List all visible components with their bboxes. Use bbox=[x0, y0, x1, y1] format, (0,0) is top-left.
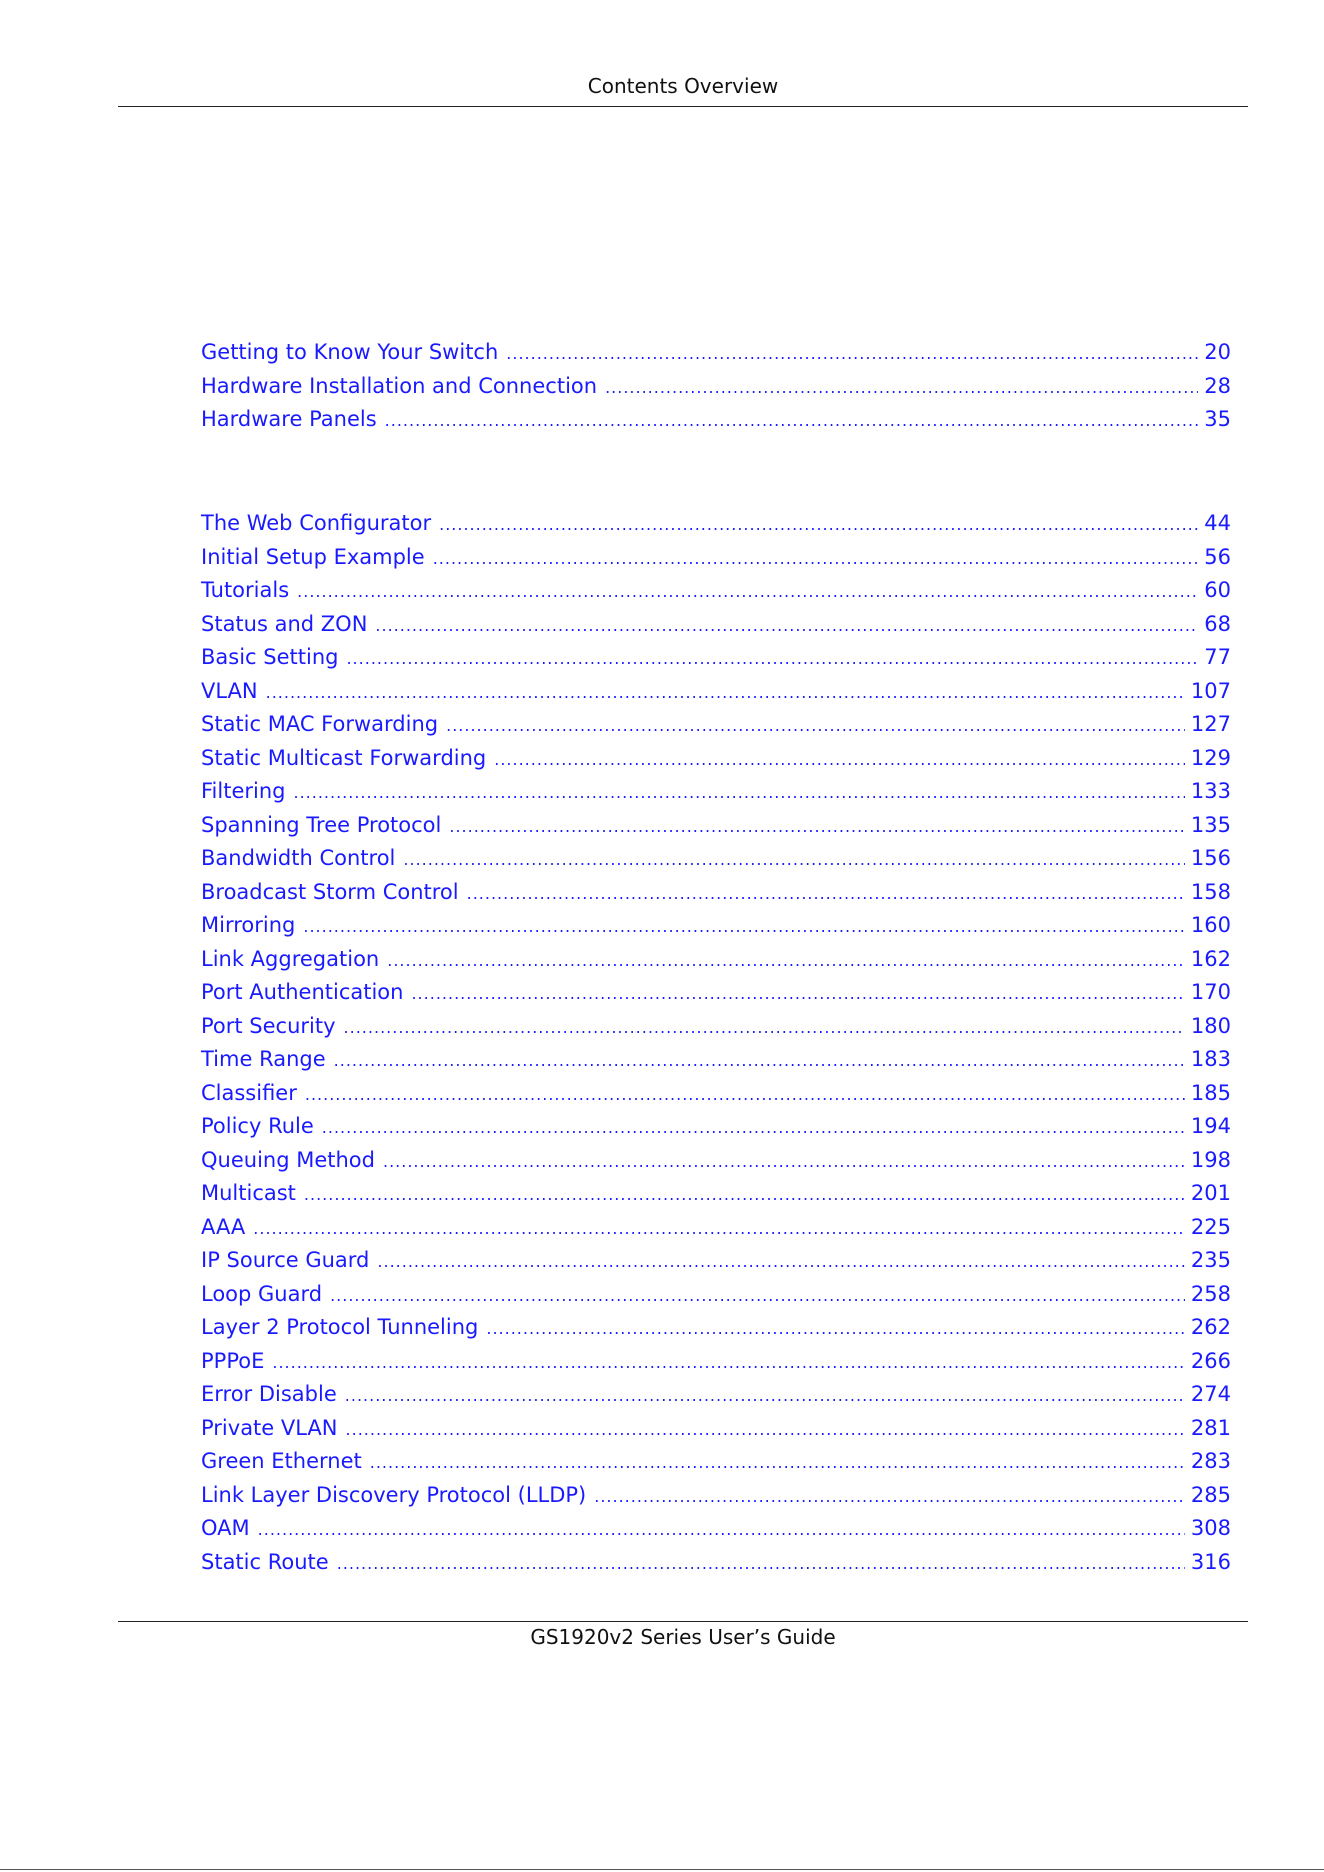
toc-entry-title[interactable]: Static Multicast Forwarding bbox=[201, 745, 487, 770]
toc-entry[interactable] bbox=[201, 943, 1231, 977]
toc-leader-dots bbox=[403, 842, 1185, 876]
toc-entry-title[interactable]: Initial Setup Example bbox=[201, 544, 425, 569]
toc-entry[interactable] bbox=[201, 1512, 1231, 1546]
toc-entry-page[interactable]: 60 bbox=[1204, 578, 1231, 602]
toc-entry[interactable] bbox=[201, 842, 1231, 876]
toc-entry-title[interactable]: Port Security bbox=[201, 1013, 336, 1038]
toc-leader-dots bbox=[346, 641, 1198, 675]
toc-leader-dots bbox=[506, 336, 1198, 370]
toc-entry-page[interactable]: 180 bbox=[1190, 1013, 1231, 1038]
toc-entry[interactable] bbox=[201, 675, 1231, 709]
toc-entry-page[interactable]: 316 bbox=[1190, 1549, 1231, 1574]
toc-entry[interactable] bbox=[201, 1445, 1231, 1479]
toc-entry-title[interactable]: Error Disable bbox=[201, 1382, 337, 1406]
toc-entry-title[interactable]: Link Aggregation bbox=[201, 946, 380, 971]
toc-entry-title[interactable]: Getting to Know Your Switch bbox=[201, 340, 499, 364]
toc-entry[interactable] bbox=[201, 1244, 1231, 1278]
page-footer: GS1920v2 Series User’s Guide bbox=[530, 1625, 836, 1649]
toc-entry-page[interactable]: 258 bbox=[1190, 1281, 1231, 1306]
toc-leader-dots bbox=[322, 1110, 1185, 1144]
toc-entry-page[interactable]: 158 bbox=[1190, 879, 1231, 904]
toc-group-2 bbox=[201, 507, 1231, 1579]
toc-group-1 bbox=[201, 336, 1231, 437]
toc-entry[interactable] bbox=[201, 403, 1231, 437]
toc-leader-dots bbox=[330, 1278, 1185, 1312]
toc-entry[interactable] bbox=[201, 909, 1231, 943]
toc-entry[interactable] bbox=[201, 507, 1231, 541]
toc-entry-page[interactable]: 194 bbox=[1190, 1114, 1231, 1138]
toc-leader-dots bbox=[605, 370, 1198, 404]
toc-entry-title[interactable]: Link Layer Discovery Protocol (LLDP) bbox=[201, 1482, 587, 1507]
toc-entry-page[interactable]: 156 bbox=[1190, 846, 1231, 870]
toc-entry-title[interactable]: Tutorials bbox=[201, 578, 290, 602]
toc-entry-page[interactable]: 160 bbox=[1190, 913, 1231, 937]
toc-entry-title[interactable]: The Web Configurator bbox=[201, 511, 432, 535]
toc-entry[interactable] bbox=[201, 608, 1231, 642]
toc-entry[interactable] bbox=[201, 1546, 1231, 1580]
toc-entry[interactable] bbox=[201, 775, 1231, 809]
toc-leader-dots bbox=[467, 876, 1185, 910]
toc-entry-page[interactable]: 262 bbox=[1190, 1315, 1231, 1339]
toc-entry-title[interactable]: AAA bbox=[201, 1214, 246, 1239]
toc-entry-title[interactable]: PPPoE bbox=[201, 1348, 265, 1373]
toc-entry[interactable] bbox=[201, 574, 1231, 608]
toc-entry-title[interactable]: OAM bbox=[201, 1516, 250, 1540]
toc-entry-page[interactable]: 308 bbox=[1190, 1516, 1231, 1540]
toc-entry-title[interactable]: Classifier bbox=[201, 1080, 297, 1105]
toc-leader-dots bbox=[370, 1445, 1185, 1479]
toc-entry-page[interactable]: 266 bbox=[1190, 1348, 1231, 1373]
footer-divider bbox=[118, 1621, 1248, 1622]
toc-entry-title[interactable]: Green Ethernet bbox=[201, 1449, 362, 1473]
toc-entry[interactable] bbox=[201, 1378, 1231, 1412]
toc-leader-dots bbox=[344, 1010, 1185, 1044]
toc-entry[interactable] bbox=[201, 1479, 1231, 1513]
toc-entry[interactable] bbox=[201, 1077, 1231, 1111]
toc-entry-title[interactable]: Hardware Installation and Connection bbox=[201, 373, 598, 398]
page-bottom-edge bbox=[0, 1869, 1324, 1870]
toc-entry-page[interactable]: 235 bbox=[1190, 1248, 1231, 1272]
toc-entry-page[interactable]: 198 bbox=[1190, 1147, 1231, 1172]
toc-entry-page[interactable]: 185 bbox=[1190, 1080, 1231, 1105]
toc-entry[interactable] bbox=[201, 1177, 1231, 1211]
toc-entry-page[interactable]: 283 bbox=[1190, 1449, 1231, 1473]
toc-entry-title[interactable]: VLAN bbox=[201, 678, 258, 703]
toc-entry-title[interactable]: Basic Setting bbox=[201, 645, 339, 669]
toc-entry-page[interactable]: 56 bbox=[1204, 544, 1231, 569]
toc-leader-dots bbox=[494, 742, 1185, 776]
toc-leader-dots bbox=[375, 608, 1198, 642]
toc-entry-page[interactable]: 135 bbox=[1190, 812, 1231, 837]
toc-leader-dots bbox=[297, 574, 1198, 608]
toc-entry[interactable] bbox=[201, 1412, 1231, 1446]
toc-entry[interactable] bbox=[201, 370, 1231, 404]
toc-entry-page[interactable]: 129 bbox=[1190, 745, 1231, 770]
toc-entry-page[interactable]: 133 bbox=[1190, 779, 1231, 803]
toc-entry-page[interactable]: 68 bbox=[1204, 611, 1231, 636]
toc-entry[interactable] bbox=[201, 1010, 1231, 1044]
toc-entry-title[interactable]: Hardware Panels bbox=[201, 407, 377, 431]
toc-leader-dots bbox=[337, 1546, 1185, 1580]
toc-leader-dots bbox=[433, 541, 1199, 575]
toc-entry[interactable] bbox=[201, 742, 1231, 776]
toc-entry-page[interactable]: 183 bbox=[1190, 1047, 1231, 1071]
toc-entry-page[interactable]: 225 bbox=[1190, 1214, 1231, 1239]
toc-entry-title[interactable]: Private VLAN bbox=[201, 1415, 338, 1440]
toc-entry-title[interactable]: Bandwidth Control bbox=[201, 846, 396, 870]
toc-entry[interactable] bbox=[201, 1345, 1231, 1379]
toc-entry[interactable] bbox=[201, 1144, 1231, 1178]
toc-entry[interactable] bbox=[201, 1278, 1231, 1312]
toc-leader-dots bbox=[293, 775, 1184, 809]
toc-entry[interactable] bbox=[201, 876, 1231, 910]
toc-entry[interactable] bbox=[201, 708, 1231, 742]
toc-entry-page[interactable]: 281 bbox=[1190, 1415, 1231, 1440]
toc-entry[interactable] bbox=[201, 1043, 1231, 1077]
page-header: Contents Overview bbox=[587, 74, 779, 98]
toc-entry-title[interactable]: Spanning Tree Protocol bbox=[201, 812, 442, 837]
toc-entry-page[interactable]: 170 bbox=[1190, 980, 1231, 1004]
toc-entry-page[interactable]: 162 bbox=[1190, 946, 1231, 971]
toc-entry-title[interactable]: IP Source Guard bbox=[201, 1248, 370, 1272]
toc-leader-dots bbox=[266, 675, 1185, 709]
toc-leader-dots bbox=[411, 976, 1184, 1010]
toc-leader-dots bbox=[345, 1378, 1185, 1412]
toc-entry-page[interactable]: 28 bbox=[1204, 373, 1231, 398]
toc-entry-title[interactable]: Policy Rule bbox=[201, 1114, 314, 1138]
toc-entry[interactable] bbox=[201, 1110, 1231, 1144]
toc-leader-dots bbox=[272, 1345, 1185, 1379]
toc-entry-title[interactable]: Status and ZON bbox=[201, 611, 368, 636]
toc-entry[interactable] bbox=[201, 809, 1231, 843]
toc-entry-title[interactable]: Time Range bbox=[201, 1047, 326, 1071]
toc-entry[interactable] bbox=[201, 336, 1231, 370]
toc-entry-title[interactable]: Multicast bbox=[201, 1181, 296, 1205]
toc-entry-title[interactable]: Mirroring bbox=[201, 913, 296, 937]
toc-leader-dots bbox=[334, 1043, 1185, 1077]
toc-leader-dots bbox=[377, 1244, 1185, 1278]
toc-entry-title[interactable]: Layer 2 Protocol Tunneling bbox=[201, 1315, 479, 1339]
header-divider bbox=[118, 106, 1248, 107]
toc-entry-title[interactable]: Queuing Method bbox=[201, 1147, 375, 1172]
toc-entry[interactable] bbox=[201, 641, 1231, 675]
toc-leader-dots bbox=[383, 1144, 1185, 1178]
toc-entry[interactable] bbox=[201, 976, 1231, 1010]
toc-entry[interactable] bbox=[201, 1211, 1231, 1245]
toc-leader-dots bbox=[304, 1177, 1185, 1211]
toc-entry-page[interactable]: 201 bbox=[1190, 1181, 1231, 1205]
toc-entry-title[interactable]: Loop Guard bbox=[201, 1281, 323, 1306]
toc-entry-title[interactable]: Port Authentication bbox=[201, 980, 404, 1004]
toc-leader-dots bbox=[385, 403, 1199, 437]
toc-leader-dots bbox=[253, 1211, 1185, 1245]
toc-entry-page[interactable]: 77 bbox=[1204, 645, 1231, 669]
toc-entry-title[interactable]: Broadcast Storm Control bbox=[201, 879, 459, 904]
toc-entry-page[interactable]: 35 bbox=[1204, 407, 1231, 431]
toc-leader-dots bbox=[449, 809, 1185, 843]
toc-leader-dots bbox=[258, 1512, 1185, 1546]
toc-entry-page[interactable]: 127 bbox=[1190, 712, 1231, 736]
toc-leader-dots bbox=[486, 1311, 1185, 1345]
toc-leader-dots bbox=[439, 507, 1198, 541]
toc-leader-dots bbox=[594, 1479, 1185, 1513]
toc-leader-dots bbox=[305, 1077, 1185, 1111]
toc-entry-page[interactable]: 20 bbox=[1204, 340, 1231, 364]
toc-leader-dots bbox=[446, 708, 1185, 742]
toc-leader-dots bbox=[303, 909, 1185, 943]
toc-entry-page[interactable]: 285 bbox=[1190, 1482, 1231, 1507]
toc-leader-dots bbox=[346, 1412, 1185, 1446]
toc-entry-page[interactable]: 44 bbox=[1204, 511, 1231, 535]
toc-entry[interactable] bbox=[201, 541, 1231, 575]
toc-entry-page[interactable]: 274 bbox=[1190, 1382, 1231, 1406]
toc-entry-title[interactable]: Static MAC Forwarding bbox=[201, 712, 439, 736]
toc-leader-dots bbox=[387, 943, 1185, 977]
toc-entry-title[interactable]: Static Route bbox=[201, 1549, 329, 1574]
toc-entry-page[interactable]: 107 bbox=[1190, 678, 1231, 703]
toc-entry-title[interactable]: Filtering bbox=[201, 779, 286, 803]
toc-entry[interactable] bbox=[201, 1311, 1231, 1345]
